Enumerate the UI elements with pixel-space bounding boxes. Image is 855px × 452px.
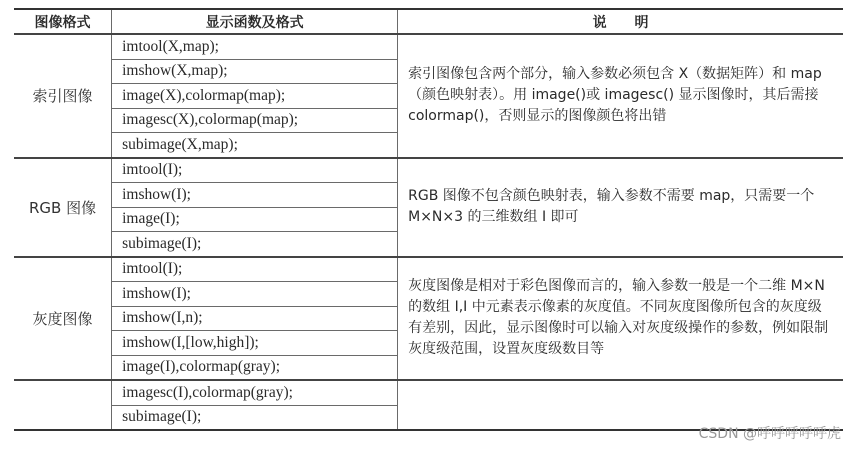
function-cell: imshow(I,n);	[112, 306, 398, 331]
function-cell: image(X),colormap(map);	[112, 84, 398, 109]
function-cell: imtool(X,map);	[112, 34, 398, 59]
table-row	[14, 158, 843, 183]
watermark: CSDN @呼呼呼呼呼虎	[698, 426, 841, 442]
function-cell: image(I);	[112, 207, 398, 232]
function-cell: imtool(I);	[112, 257, 398, 282]
image-format-cell: 灰度图像	[14, 257, 112, 381]
function-cell: imshow(I);	[112, 183, 398, 208]
function-cell: imagesc(I),colormap(gray);	[112, 380, 398, 405]
header-row	[14, 9, 843, 34]
image-format-cell: RGB 图像	[14, 158, 112, 257]
description-cell: RGB 图像不包含颜色映射表，输入参数不需要 map，只需要一个 M×N×3 的三维数组 I 即可	[398, 158, 843, 257]
function-cell: imagesc(X),colormap(map);	[112, 108, 398, 133]
function-cell: image(I),colormap(gray);	[112, 355, 398, 380]
function-cell: imshow(X,map);	[112, 59, 398, 84]
function-cell: subimage(I);	[112, 232, 398, 257]
function-cell: imshow(I,[low,high]);	[112, 331, 398, 356]
table-row	[14, 34, 843, 59]
function-cell: subimage(I);	[112, 405, 398, 430]
image-format-cell: 索引图像	[14, 34, 112, 158]
table-row	[14, 257, 843, 282]
header-format: 图像格式	[14, 9, 112, 34]
image-display-functions-table	[14, 8, 843, 431]
function-cell: imtool(I);	[112, 158, 398, 183]
description-cell: 索引图像包含两个部分，输入参数必须包含 X（数据矩阵）和 map（颜色映射表）。用 image()或 imagesc() 显示图像时，其后需接 colormap()，否则显示的图像颜色将出错	[398, 34, 843, 158]
header-functions: 显示函数及格式	[112, 9, 398, 34]
description-cell: 灰度图像是相对于彩色图像而言的，输入参数一般是一个二维 M×N 的数组 I,I 中元素表示像素的灰度值。不同灰度图像所包含的灰度级有差别，因此，显示图像时可以输入对灰度级操作的参数，例如限制灰度级范围，设置灰度级数目等	[398, 257, 843, 381]
header-description: 说 明	[398, 9, 843, 34]
function-cell: subimage(X,map);	[112, 133, 398, 158]
image-format-cell	[14, 380, 112, 430]
table-row	[14, 380, 843, 405]
function-cell: imshow(I);	[112, 282, 398, 307]
